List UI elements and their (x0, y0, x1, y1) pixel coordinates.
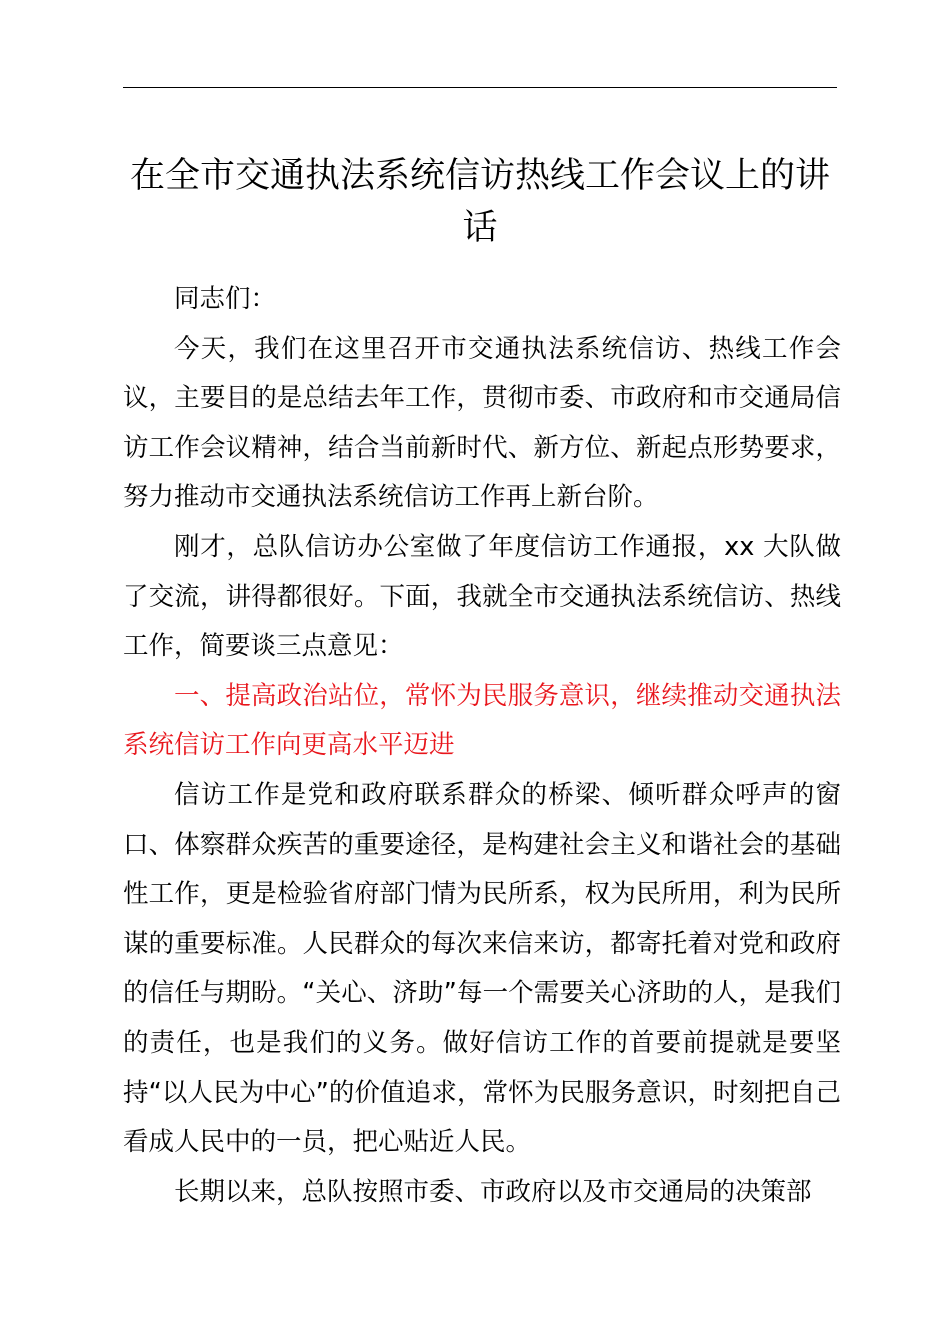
section-paragraph: 信访工作是党和政府联系群众的桥梁、倾听群众呼声的窗口、体察群众疾苦的重要途径，是构建社会主义和谐社会的基础性工作，更是检验省府部门情为民所系，权为民所用，利为民所谋的重要标准。人民群众的每次来信来访，都寄托着对党和政府的信任与期盼。“关心、济助”每一个需要关心济助的人，是我们的责任，也是我们的义务。做好信访工作的首要前提就是要坚持“以人民为中心”的价值追求，常怀为民服务意识，时刻把自己看成人民中的一员，把心贴近人民。 (123, 779, 841, 1158)
paragraph-agenda: 刚才，总队信访办公室做了年度信访工作通报，xx 大队做了交流，讲得都很好。下面，我就全市交通执法系统信访、热线工作，简要谈三点意见： (123, 531, 841, 662)
section-heading: 一、提高政治站位，常怀为民服务意识，继续推动交通执法系统信访工作向更高水平迈进 (123, 680, 841, 761)
document-title: 在全市交通执法系统信访热线工作会议上的讲话 (129, 156, 830, 248)
paragraph-intro: 今天，我们在这里召开市交通执法系统信访、热线工作会议，主要目的是总结去年工作，贯彻市委、市政府和市交通局信访工作会议精神，结合当前新时代、新方位、新起点形势要求，努力推动市交通执法系统信访工作再上新台阶。 (123, 333, 841, 513)
header-rule (123, 87, 837, 88)
section-paragraph: 长期以来，总队按照市委、市政府以及市交通局的决策部 (174, 1176, 812, 1207)
document-body (123, 275, 841, 1217)
salutation: 同志们： (174, 284, 277, 314)
